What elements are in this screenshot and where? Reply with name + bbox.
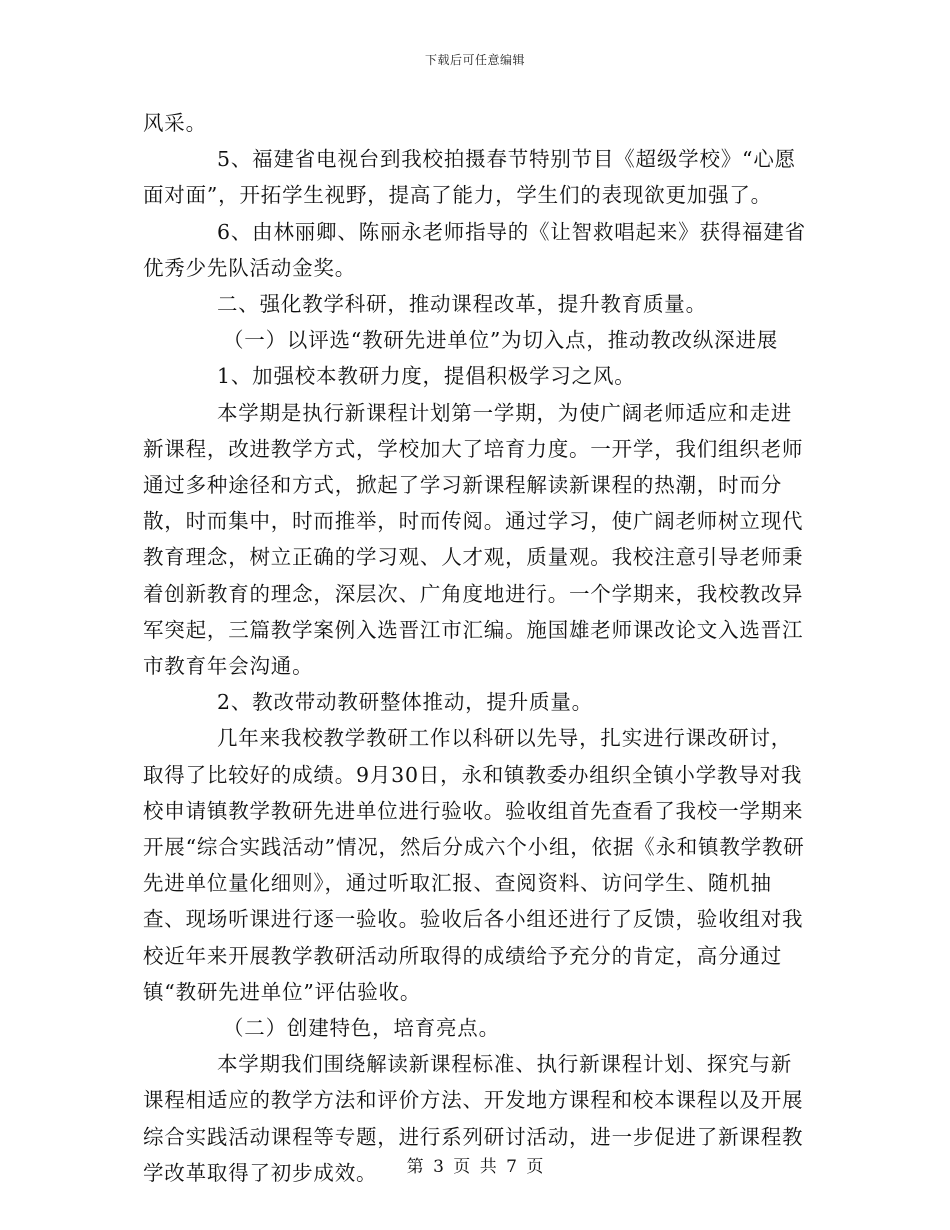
paragraph-evaluation: 几年来我校教学教研工作以科研以先导，扎实进行课改研讨，取得了比较好的成绩。9月30日，永和镇教委办组织全镇小学教导对我校申请镇教学教研先进单位进行验收。验收组首先查看了我校一学期来开展“综合实践活动”情况，然后分成六个小组，依据《永和镇教学教研先进单位量化细则》，通过听取汇报、查阅资料、访问学生、随机抽查、现场听课进行逐一验收。验收后各小组还进行了反馈，验收组对我校近年来开展教学教研活动所取得的成绩给予充分的肯定，高分通过镇“教研先进单位”评估验收。 [143,726,805,1004]
document-body [143,105,809,1191]
item-heading-1: 1、加强校本教研力度，提倡积极学习之风。 [217,364,636,389]
section-heading-2: 二、强化教学科研，推动课程改革，提升教育质量。 [217,292,707,317]
subsection-heading-2: （二）创建特色，培育亮点。 [223,1016,500,1041]
paragraph-continuation: 风采。 [143,111,207,135]
paragraph-curriculum-research: 本学期我们围绕解读新课程标准、执行新课程计划、探究与新课程相适应的教学方法和评价方法、开发地方课程和校本课程以及开展综合实践活动课程等专题，进行系列研讨活动，进一步促进了新课程教学改革取得了初步成效。 [143,1052,804,1185]
paragraph-item-6: 6、由林丽卿、陈丽永老师指导的《让智救唱起来》获得福建省优秀少先队活动金奖。 [143,219,806,280]
page-number: 第 3 页 共 7 页 [406,1157,544,1177]
subsection-heading-1: （一）以评选“教研先进单位”为切入点，推动教改纵深进展 [223,328,779,353]
item-heading-2: 2、教改带动教研整体推动，提升质量。 [217,690,593,715]
paragraph-teaching-reform: 本学期是执行新课程计划第一学期，为使广阔老师适应和走进新课程，改进教学方式，学校加大了培育力度。一开学，我们组织老师通过多种途径和方式，掀起了学习新课程解读新课程的热潮，时而分散，时而集中，时而推举，时而传阅。通过学习，使广阔老师树立现代教育理念，树立正确的学习观、人才观，质量观。我校注意引导老师秉着创新教育的理念，深层次、广角度地进行。一个学期来，我校教改异军突起，三篇教学案例入选晋江市汇编。施国雄老师课改论文入选晋江市教育年会沟通。 [143,400,804,679]
page-header: 下载后可任意编辑 [424,53,525,67]
paragraph-item-5: 5、福建省电视台到我校拍摄春节特别节目《超级学校》“心愿面对面”，开拓学生视野，提高了能力，学生们的表现欲更加强了。 [143,147,796,208]
